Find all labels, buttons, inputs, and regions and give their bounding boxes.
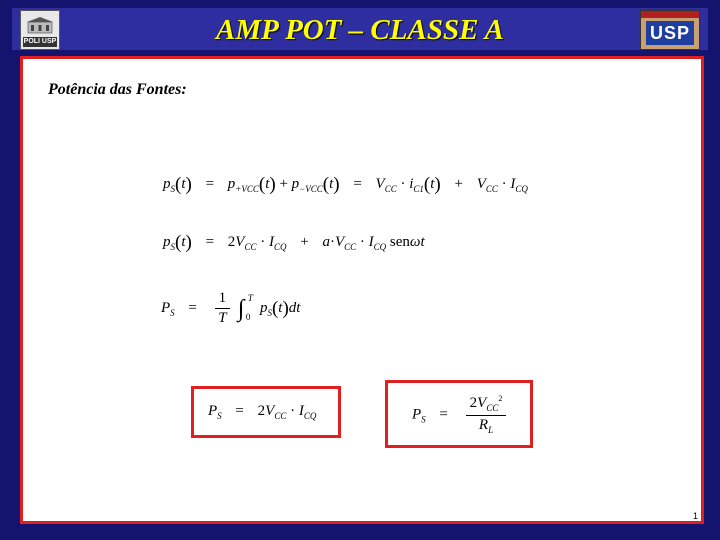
fraction-one-over-t: $\frac{1}{T}$ (215, 291, 231, 326)
equation-power-expanded: $p_S(t) = 2V_{CC} \cdot I_{CQ} + a\cdot V_{CC} \cdot I_{CQ}$ senωt (163, 232, 425, 253)
equation-average-power: $P_S$ = $\frac{1}{T}$ ∫ T 0 $p_S(t)dt$ (161, 290, 301, 326)
page-number: 1 (692, 511, 698, 521)
equation-ps-vcc2-rl: $P_S$ = $\frac{2V_{CC}^2}{R_L}$ (412, 395, 510, 435)
section-heading: Potência das Fontes: (48, 81, 187, 98)
equation-ps-2vcc-icq: $P_S = 2V_{CC} \cdot I_{CQ}$ (208, 403, 317, 421)
fraction-vcc2-over-rl: $\frac{2V_{CC}^2}{R_L}$ (466, 395, 507, 435)
equation-power-sum: $p_S(t) = p_{+VCC}(t) + p_{-VCC}(t) = V_{CC} \cdot i_{C1}(t) + V_{CC} \cdot I_{CQ}$ (163, 174, 528, 195)
integral-sign: ∫ T 0 (237, 292, 253, 322)
logo-right-label: USP (646, 21, 694, 45)
usp-logo (640, 10, 700, 50)
eq1-lhs: p (163, 176, 171, 192)
slide-title: AMP POT – CLASSE A (216, 14, 504, 46)
header-bar (12, 8, 708, 50)
result-box-power-over-rl (385, 380, 533, 448)
result-box-dc-power (191, 386, 341, 438)
logo-left-label: POLI USP (23, 38, 57, 45)
logo-band (641, 11, 699, 18)
content-panel (20, 56, 704, 524)
